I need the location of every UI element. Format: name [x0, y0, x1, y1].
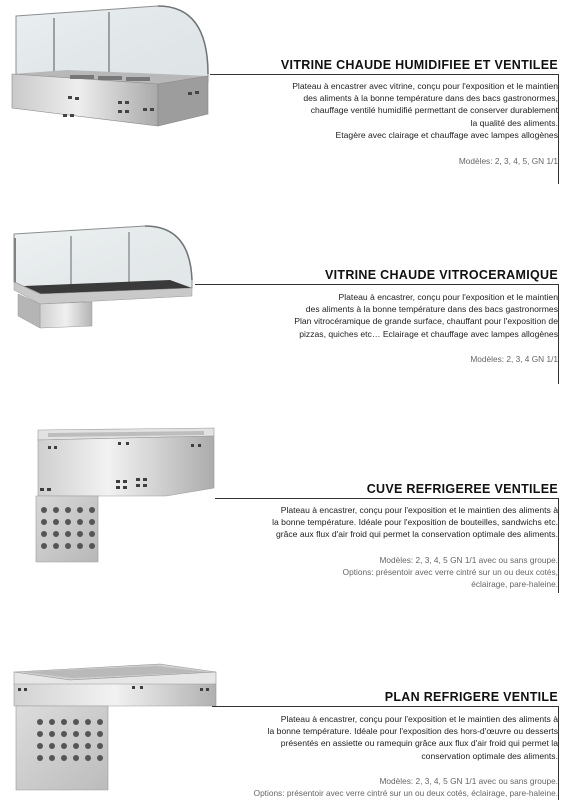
models-line: Options: présentoir avec verre cintré sur un ou deux cotés, éclairage, pare-haleine.	[253, 788, 558, 798]
description-line: Plan vitrocéramique de grande surface, chauffant pour l'exposition de	[294, 316, 558, 327]
product-title: PLAN REFRIGERE VENTILE	[384, 690, 558, 704]
description-line: Plateau à encastrer, conçu pour l'exposition et le maintien des aliments à	[280, 714, 558, 724]
models-line: Modèles: 2, 3, 4, 5 GN 1/1 avec ou sans groupe.	[379, 776, 558, 786]
models-line: Modèles: 2, 3, 4, 5 GN 1/1 avec ou sans groupe.	[379, 555, 558, 565]
description-line: la qualité des aliments.	[470, 117, 558, 128]
models-line: Modèles: 2, 3, 4, 5, GN 1/1	[458, 156, 558, 166]
product-description	[268, 713, 558, 762]
models-line: Options: présentoir avec verre cintré sur un ou deux cotés,	[342, 567, 558, 577]
models-line: Modèles: 2, 3, 4 GN 1/1	[470, 354, 558, 364]
description-line: pizzas, quiches etc… Eclairage et chauffage avec lampes allogènes	[299, 328, 558, 339]
description-line: la bonne température. Idéale pour l'exposition de bouteilles, sandwichs etc.	[272, 517, 558, 528]
description-line: Plateau à encastrer, conçu pour l'exposition et le maintien des aliments à	[280, 505, 558, 515]
product-title: VITRINE CHAUDE HUMIDIFIEE ET VENTILEE	[280, 58, 558, 72]
title-rule	[212, 706, 558, 707]
description-line: conservation optimale des aliments.	[421, 750, 558, 761]
side-rule	[558, 706, 559, 800]
description-line: des aliments à la bonne température dans des bacs gastronormes	[305, 304, 558, 315]
description-line: la bonne température. Idéale pour l'exposition des hors-d'œuvre ou desserts	[267, 726, 558, 737]
product-title: VITRINE CHAUDE VITROCERAMIQUE	[324, 268, 558, 282]
description-line: Plateau à encastrer, conçu pour l'exposition et le maintien	[338, 292, 558, 302]
product-models	[254, 775, 558, 799]
description-line: des aliments à la bonne température dans des bacs gastronormes,	[303, 93, 558, 104]
models-line: éclairage, pare-haleine.	[471, 579, 558, 589]
description-line: grâce aux flux d'air froid qui permet la conservation optimale des aliments.	[275, 529, 558, 540]
product-title: CUVE REFRIGEREE VENTILEE	[366, 482, 558, 496]
plan-refrigere-image	[10, 658, 220, 796]
description-line: Plateau à encastrer avec vitrine, conçu pour l'exposition et le maintien	[292, 81, 558, 91]
description-line: présentés en assiette ou ramequin grâce aux flux d'air froid qui permet la	[280, 738, 558, 749]
description-line: chauffage ventilé humidifié permettant de conserver durablement	[310, 105, 558, 116]
description-line: Etagère avec clairage et chauffage avec lampes allogènes	[335, 129, 558, 140]
